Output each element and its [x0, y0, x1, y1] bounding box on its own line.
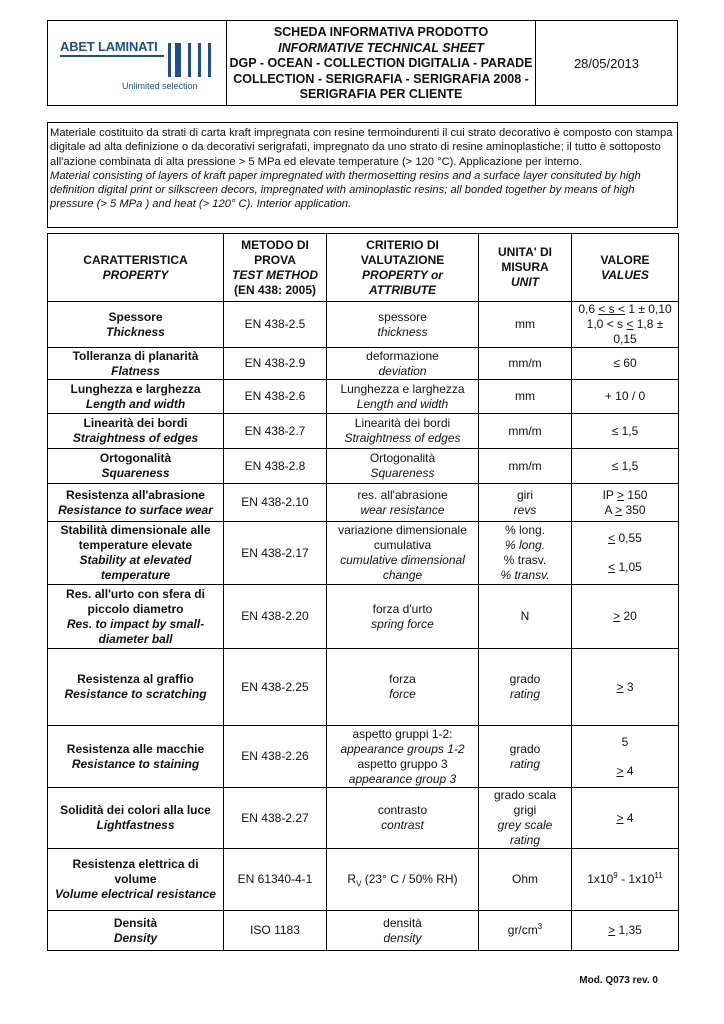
table-row — [48, 380, 679, 414]
criterion-cell: $R_V$ (23° C / 50% RH) — [327, 849, 479, 911]
property-cell: Lunghezza e larghezza Length and width — [48, 380, 224, 414]
title-line-it: SCHEDA INFORMATIVA PRODOTTO — [273, 25, 489, 39]
value-cell: > 4 — [572, 788, 679, 849]
table-row — [48, 449, 679, 484]
value-cell: > 20 — [572, 585, 679, 649]
value-cell: ≤ 1,5 — [572, 414, 679, 449]
table-row — [48, 788, 679, 849]
logo-tagline: Unlimited selection — [122, 81, 198, 91]
title-line-collections-3: SERIGRAFIA PER CLIENTE — [299, 87, 463, 101]
method-cell: EN 438-2.6 — [224, 380, 327, 414]
unit-cell: mm/m — [479, 414, 572, 449]
method-cell: EN 438-2.27 — [224, 788, 327, 849]
value-cell: < 0,55 < 1,05 — [572, 522, 679, 585]
description-italian: Materiale costituito da strati di carta kraft impregnata con resine termoindurenti il cui strato decorativo è composto con stampa digitale ad alta definizione o da decorativi serigrafati, impregnato da uno strato di resine aminoplastiche; il tutto è sottoposto all'azione combinata di alta pressione > 5 MPa ed elevate temperature (> 120 °C). Applicazione per interno. — [50, 127, 673, 168]
property-cell: Resistenza al graffio Resistance to scratching — [48, 649, 224, 726]
property-cell: Res. all'urto con sfera di piccolo diametro Res. to impact by small- diameter ball — [48, 585, 224, 649]
title-line-collections-2: COLLECTION - SERIGRAFIA - SERIGRAFIA 2008 - — [233, 71, 529, 86]
property-cell: Resistenza elettrica di volume Volume electrical resistance — [48, 849, 224, 911]
title-line-collections-1: DGP - OCEAN - COLLECTION DIGITALIA - PARADE — [229, 56, 533, 70]
value-cell: + 10 / 0 — [572, 380, 679, 414]
value-cell: ≤ 1,5 — [572, 449, 679, 484]
document-date: 28/05/2013 — [573, 55, 640, 71]
criterion-cell: spessore thickness — [327, 302, 479, 348]
product-description — [47, 122, 678, 228]
unit-cell: grado rating — [479, 649, 572, 726]
logo-bars-icon — [168, 43, 218, 77]
description-english: Material consisting of layers of kraft paper impregnated with thermosetting resins and a surface layer consituted by high definition digital print or silkscreen decors, impregnated with aminoplastic resins; all bonded together by means of high pressure (> 5 MPa ) and heat (> 120° C). Interior application. — [50, 169, 641, 211]
value-cell: IP > 150 A > 350 — [572, 484, 679, 522]
table-row — [48, 414, 679, 449]
method-cell: EN 438-2.10 — [224, 484, 327, 522]
criterion-cell: deformazione deviation — [327, 348, 479, 380]
method-cell: EN 438-2.8 — [224, 449, 327, 484]
document-header — [47, 20, 678, 106]
value-cell: 5 > 4 — [572, 726, 679, 788]
unit-cell: mm/m — [479, 348, 572, 380]
unit-cell: mm — [479, 380, 572, 414]
unit-cell: $gr/cm^3$ — [479, 911, 572, 951]
unit-cell: % long. % long. % trasv. % transv. — [479, 522, 572, 585]
form-code: Mod. Q073 rev. 0 — [579, 975, 658, 986]
value-cell: $1x10^9 - 1x10^{11}$ — [572, 849, 679, 911]
value-cell: > 3 — [572, 649, 679, 726]
criterion-cell: densità density — [327, 911, 479, 951]
method-cell: EN 438-2.25 — [224, 649, 327, 726]
table-header-row — [48, 234, 679, 302]
property-cell: Spessore Thickness — [48, 302, 224, 348]
property-cell: Stabilità dimensionale alle temperature elevate Stability at elevated temperature — [48, 522, 224, 585]
header-method: METODO DI PROVA TEST METHOD (EN 438: 2005) — [224, 234, 327, 302]
property-cell: Solidità dei colori alla luce Lightfastness — [48, 788, 224, 849]
table-row — [48, 849, 679, 911]
header-unit: UNITA' DI MISURA UNIT — [479, 234, 572, 302]
method-cell: ISO 1183 — [224, 911, 327, 951]
method-cell: EN 438-2.26 — [224, 726, 327, 788]
table-row — [48, 585, 679, 649]
unit-cell: giri revs — [479, 484, 572, 522]
unit-cell: grado rating — [479, 726, 572, 788]
property-cell: Resistenza all'abrasione Resistance to surface wear — [48, 484, 224, 522]
property-cell: Tolleranza di planarità Flatness — [48, 348, 224, 380]
criterion-cell: Ortogonalità Squareness — [327, 449, 479, 484]
criterion-cell: aspetto gruppi 1-2: appearance groups 1-2 aspetto gruppo 3 appearance group 3 — [327, 726, 479, 788]
criterion-cell: Lunghezza e larghezza Length and width — [327, 380, 479, 414]
company-logo — [48, 21, 227, 105]
criterion-cell: forza force — [327, 649, 479, 726]
property-cell: Ortogonalità Squareness — [48, 449, 224, 484]
property-cell: Linearità dei bordi Straightness of edges — [48, 414, 224, 449]
value-cell: 0,6 < s < 1 ± 0,10 1,0 < s < 1,8 ± 0,15 — [572, 302, 679, 348]
criterion-cell: Linearità dei bordi Straightness of edges — [327, 414, 479, 449]
logo-wordmark: ABET LAMINATI — [60, 39, 158, 54]
table-row — [48, 911, 679, 951]
method-cell: EN 61340-4-1 — [224, 849, 327, 911]
property-cell: Resistenza alle macchie Resistance to staining — [48, 726, 224, 788]
criterion-cell: res. all'abrasione wear resistance — [327, 484, 479, 522]
unit-cell: mm — [479, 302, 572, 348]
table-row — [48, 649, 679, 726]
table-row — [48, 348, 679, 380]
document-title — [227, 21, 536, 105]
unit-cell: mm/m — [479, 449, 572, 484]
properties-table — [47, 233, 679, 951]
table-row — [48, 302, 679, 348]
value-cell: ≤ 60 — [572, 348, 679, 380]
method-cell: EN 438-2.17 — [224, 522, 327, 585]
criterion-cell: forza d'urto spring force — [327, 585, 479, 649]
method-cell: EN 438-2.9 — [224, 348, 327, 380]
criterion-cell: variazione dimensionale cumulativa cumulative dimensional change — [327, 522, 479, 585]
method-cell: EN 438-2.5 — [224, 302, 327, 348]
unit-cell: grado scala grigi grey scale rating — [479, 788, 572, 849]
unit-cell: Ohm — [479, 849, 572, 911]
method-cell: EN 438-2.20 — [224, 585, 327, 649]
logo-underline — [60, 55, 164, 57]
unit-cell: N — [479, 585, 572, 649]
property-cell: Densità Density — [48, 911, 224, 951]
title-line-en: INFORMATIVE TECHNICAL SHEET — [278, 40, 484, 55]
table-row — [48, 484, 679, 522]
header-value: VALORE VALUES — [572, 234, 679, 302]
header-criterion: CRITERIO DI VALUTAZIONE PROPERTY or ATTRIBUTE — [327, 234, 479, 302]
value-cell: > 1,35 — [572, 911, 679, 951]
header-property: CARATTERISTICA PROPERTY — [48, 234, 224, 302]
method-cell: EN 438-2.7 — [224, 414, 327, 449]
table-row — [48, 726, 679, 788]
criterion-cell: contrasto contrast — [327, 788, 479, 849]
table-row — [48, 522, 679, 585]
